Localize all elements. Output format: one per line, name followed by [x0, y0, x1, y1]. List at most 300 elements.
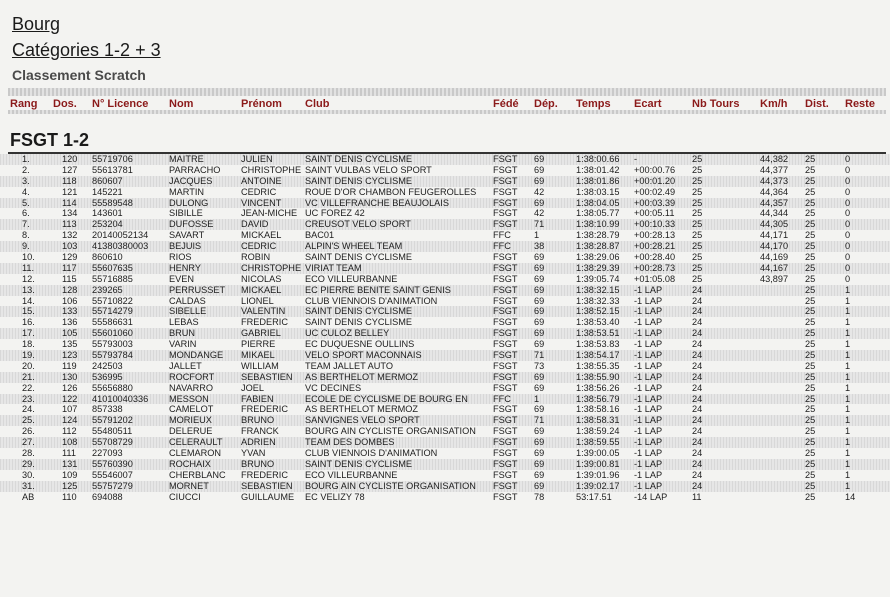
- cell-licence: 143601: [92, 208, 123, 219]
- cell-reste: 14: [845, 491, 856, 502]
- cell-dep: 78: [534, 491, 545, 502]
- cell-dep: 69: [534, 480, 545, 491]
- cell-club: SAINT DENIS CYCLISME: [305, 317, 413, 328]
- cell-club: TEAM DES DOMBES: [305, 437, 395, 448]
- cell-temps: 1:39:00.05: [576, 448, 620, 459]
- table-row: [0, 230, 890, 241]
- table-row: [0, 448, 890, 459]
- cell-tours: 24: [692, 480, 703, 491]
- cell-licence: 55791202: [92, 415, 133, 426]
- cell-nom: PERRUSSET: [169, 284, 226, 295]
- cell-licence: 239265: [92, 284, 123, 295]
- cell-rang: 15.: [22, 306, 35, 317]
- cell-dist: 25: [805, 241, 816, 252]
- cell-nom: CAMELOT: [169, 404, 214, 415]
- cell-fede: FSGT: [493, 339, 518, 350]
- cell-tours: 24: [692, 458, 703, 469]
- cell-nom: ROCFORT: [169, 371, 215, 382]
- cell-dist: 25: [805, 273, 816, 284]
- table-row: [0, 198, 890, 209]
- cell-prenom: BRUNO: [241, 415, 275, 426]
- cell-prenom: PIERRE: [241, 339, 276, 350]
- cell-nom: ROCHAIX: [169, 458, 211, 469]
- cell-club: ECOLE DE CYCLISME DE BOURG EN: [305, 393, 468, 404]
- cell-dep: 69: [534, 437, 545, 448]
- cell-fede: FSGT: [493, 437, 518, 448]
- cell-ecart: -1 LAP: [634, 295, 663, 306]
- cell-club: ROUE D'OR CHAMBON FEUGEROLLES: [305, 186, 477, 197]
- table-row: [0, 274, 890, 285]
- cell-rang: 14.: [22, 295, 35, 306]
- cell-ecart: +00:28.40: [634, 252, 676, 263]
- cell-dos: 130: [62, 371, 78, 382]
- cell-dist: 25: [805, 208, 816, 219]
- cell-tours: 24: [692, 284, 703, 295]
- cell-reste: 0: [845, 197, 851, 208]
- cell-nom: CLEMARON: [169, 448, 222, 459]
- cell-nom: NAVARRO: [169, 382, 214, 393]
- cell-prenom: JEAN-MICHE: [241, 208, 298, 219]
- cell-prenom: VALENTIN: [241, 306, 286, 317]
- cell-ecart: +00:10.33: [634, 219, 676, 230]
- cell-dos: 115: [62, 273, 77, 284]
- col-prenom: Prénom: [241, 98, 282, 110]
- cell-reste: 0: [845, 241, 851, 252]
- cell-reste: 1: [845, 317, 851, 328]
- cell-licence: 55480511: [92, 426, 133, 437]
- cell-kmh: 44,364: [760, 186, 789, 197]
- cell-licence: 694088: [92, 491, 123, 502]
- cell-dep: 69: [534, 469, 545, 480]
- cell-temps: 1:39:05.74: [576, 273, 620, 284]
- cell-dist: 25: [805, 360, 816, 371]
- cell-licence: 227093: [92, 448, 123, 459]
- cell-tours: 24: [692, 306, 703, 317]
- cell-licence: 860610: [92, 252, 123, 263]
- cell-licence: 55793784: [92, 350, 133, 361]
- cell-dep: 69: [534, 252, 545, 263]
- table-row: [0, 470, 890, 481]
- cell-kmh: 44,305: [760, 219, 789, 230]
- cell-temps: 1:38:58.16: [576, 404, 620, 415]
- cell-dos: 109: [62, 469, 78, 480]
- cell-tours: 25: [692, 230, 703, 241]
- cell-dos: 105: [62, 328, 78, 339]
- cell-kmh: 44,357: [760, 197, 789, 208]
- cell-fede: FSGT: [493, 415, 518, 426]
- cell-fede: FSGT: [493, 306, 518, 317]
- cell-club: TEAM JALLET AUTO: [305, 360, 393, 371]
- col-fede: Fédé: [493, 98, 519, 110]
- cell-dist: 25: [805, 154, 816, 164]
- col-tours: Nb Tours: [692, 98, 740, 110]
- cell-tours: 24: [692, 437, 703, 448]
- cell-fede: FSGT: [493, 317, 518, 328]
- table-row: [0, 328, 890, 339]
- cell-reste: 0: [845, 230, 851, 241]
- cell-licence: 55607635: [92, 262, 133, 273]
- cell-prenom: CEDRIC: [241, 186, 277, 197]
- cell-nom: JACQUES: [169, 175, 213, 186]
- cell-prenom: JOEL: [241, 382, 264, 393]
- cell-fede: FFC: [493, 230, 511, 241]
- cell-tours: 24: [692, 339, 703, 350]
- cell-fede: FFC: [493, 241, 511, 252]
- cell-dos: 126: [62, 382, 78, 393]
- cell-ecart: +00:02.49: [634, 186, 676, 197]
- cell-temps: 1:38:58.31: [576, 415, 620, 426]
- cell-reste: 1: [845, 426, 851, 437]
- cell-licence: 242503: [92, 360, 123, 371]
- cell-club: ECO VILLEURBANNE: [305, 273, 398, 284]
- cell-tours: 24: [692, 426, 703, 437]
- cell-dist: 25: [805, 230, 816, 241]
- cell-reste: 0: [845, 262, 851, 273]
- table-row: [0, 306, 890, 317]
- cell-rang: 19.: [22, 350, 35, 361]
- cell-licence: 55708729: [92, 437, 133, 448]
- cell-temps: 1:38:01.42: [576, 164, 620, 175]
- cell-dos: 121: [62, 186, 78, 197]
- cell-rang: 9.: [22, 241, 30, 252]
- cell-prenom: FRANCK: [241, 426, 279, 437]
- cell-club: VC VILLEFRANCHE BEAUJOLAIS: [305, 197, 449, 208]
- cell-ecart: +00:28.73: [634, 262, 676, 273]
- cell-dist: 25: [805, 404, 816, 415]
- cell-ecart: +00:05.11: [634, 208, 675, 219]
- cell-rang: 28.: [22, 448, 35, 459]
- cell-prenom: CHRISTOPHE: [241, 262, 302, 273]
- cell-reste: 1: [845, 350, 851, 361]
- cell-dist: 25: [805, 252, 816, 263]
- cell-temps: 1:38:05.77: [576, 208, 620, 219]
- cell-fede: FSGT: [493, 328, 518, 339]
- cell-reste: 1: [845, 382, 851, 393]
- cell-rang: 13.: [22, 284, 35, 295]
- cell-licence: 55716885: [92, 273, 133, 284]
- cell-prenom: NICOLAS: [241, 273, 282, 284]
- cell-dos: 122: [62, 393, 78, 404]
- cell-licence: 41010040336: [92, 393, 149, 404]
- cell-dep: 69: [534, 382, 545, 393]
- cell-ecart: -1 LAP: [634, 328, 663, 339]
- cell-ecart: +00:00.76: [634, 164, 676, 175]
- cell-temps: 1:38:55.90: [576, 371, 620, 382]
- cell-temps: 1:39:01.96: [576, 469, 620, 480]
- cell-ecart: -1 LAP: [634, 437, 663, 448]
- cell-club: EC PIERRE BENITE SAINT GENIS: [305, 284, 451, 295]
- cell-licence: 55601060: [92, 328, 133, 339]
- cell-ecart: -1 LAP: [634, 480, 663, 491]
- cell-fede: FSGT: [493, 404, 518, 415]
- cell-ecart: -1 LAP: [634, 426, 663, 437]
- table-row: [0, 252, 890, 263]
- cell-nom: MAITRE: [169, 154, 204, 164]
- cell-prenom: MICKAEL: [241, 284, 282, 295]
- cell-rang: AB: [22, 491, 35, 502]
- col-temps: Temps: [576, 98, 611, 110]
- cell-dep: 69: [534, 273, 545, 284]
- cell-temps: 1:38:59.24: [576, 426, 620, 437]
- cell-fede: FSGT: [493, 295, 518, 306]
- cell-ecart: -1 LAP: [634, 317, 663, 328]
- cell-reste: 1: [845, 469, 851, 480]
- cell-tours: 11: [692, 491, 702, 502]
- table-row: [0, 383, 890, 394]
- cell-fede: FSGT: [493, 175, 518, 186]
- table-row: [0, 154, 890, 165]
- cell-reste: 1: [845, 437, 851, 448]
- cell-nom: MORIEUX: [169, 415, 212, 426]
- cell-kmh: 44,382: [760, 154, 789, 164]
- col-nom: Nom: [169, 98, 194, 110]
- cell-dos: 107: [62, 404, 78, 415]
- cell-dep: 71: [534, 415, 545, 426]
- cell-tours: 24: [692, 360, 703, 371]
- cell-club: CLUB VIENNOIS D'ANIMATION: [305, 448, 438, 459]
- cell-dist: 25: [805, 491, 816, 502]
- cell-licence: 857338: [92, 404, 123, 415]
- cell-ecart: -1 LAP: [634, 458, 663, 469]
- cell-ecart: -1 LAP: [634, 404, 663, 415]
- cell-dist: 25: [805, 448, 816, 459]
- cell-fede: FSGT: [493, 262, 518, 273]
- cell-dep: 73: [534, 360, 545, 371]
- cell-reste: 1: [845, 480, 851, 491]
- cell-rang: 1.: [22, 154, 30, 164]
- cell-dist: 25: [805, 480, 816, 491]
- cell-dist: 25: [805, 164, 816, 175]
- cell-ecart: -1 LAP: [634, 382, 663, 393]
- cell-club: VIRIAT TEAM: [305, 262, 362, 273]
- cell-club: ALPIN'S WHEEL TEAM: [305, 241, 403, 252]
- col-dist: Dist.: [805, 98, 829, 110]
- cell-rang: 2.: [22, 164, 30, 175]
- cell-dos: 114: [62, 197, 77, 208]
- cell-dos: 111: [62, 448, 76, 459]
- cell-reste: 0: [845, 273, 851, 284]
- cell-prenom: BRUNO: [241, 458, 275, 469]
- cell-prenom: LIONEL: [241, 295, 274, 306]
- cell-dep: 69: [534, 404, 545, 415]
- cell-tours: 24: [692, 448, 703, 459]
- cell-dist: 25: [805, 371, 816, 382]
- cell-club: BOURG AIN CYCLISTE ORGANISATION: [305, 480, 476, 491]
- cell-dos: 133: [62, 306, 78, 317]
- cell-reste: 0: [845, 252, 851, 263]
- cell-temps: 1:38:29.39: [576, 262, 620, 273]
- cell-dist: 25: [805, 284, 816, 295]
- cell-tours: 24: [692, 317, 703, 328]
- cell-rang: 26.: [22, 426, 35, 437]
- cell-tours: 25: [692, 252, 703, 263]
- cell-dos: 103: [62, 241, 78, 252]
- cell-dep: 69: [534, 306, 545, 317]
- cell-dos: 132: [62, 230, 78, 241]
- cell-dep: 38: [534, 241, 545, 252]
- cell-dist: 25: [805, 415, 816, 426]
- cell-ecart: -1 LAP: [634, 284, 663, 295]
- cell-tours: 25: [692, 241, 703, 252]
- cell-fede: FSGT: [493, 350, 518, 361]
- cell-dist: 25: [805, 306, 816, 317]
- cell-temps: 1:38:59.55: [576, 437, 620, 448]
- cell-dep: 71: [534, 350, 545, 361]
- cell-temps: 1:38:52.15: [576, 306, 620, 317]
- cell-club: CREUSOT VELO SPORT: [305, 219, 411, 230]
- cell-temps: 1:38:29.06: [576, 252, 620, 263]
- cell-fede: FSGT: [493, 491, 518, 502]
- cell-dep: 71: [534, 219, 545, 230]
- cell-kmh: 44,169: [760, 252, 789, 263]
- cell-club: AS BERTHELOT MERMOZ: [305, 404, 418, 415]
- cell-dos: 125: [62, 480, 78, 491]
- cell-dist: 25: [805, 186, 816, 197]
- cell-dos: 135: [62, 339, 78, 350]
- cell-dos: 106: [62, 295, 78, 306]
- cell-licence: 536995: [92, 371, 123, 382]
- cell-nom: DULONG: [169, 197, 209, 208]
- cell-fede: FSGT: [493, 284, 518, 295]
- cell-ecart: -1 LAP: [634, 469, 663, 480]
- cell-licence: 55719706: [92, 154, 133, 164]
- cell-dos: 117: [62, 262, 77, 273]
- table-row: [0, 176, 890, 187]
- table-row: [0, 361, 890, 372]
- cell-licence: 41380380003: [92, 241, 149, 252]
- cell-dep: 69: [534, 458, 545, 469]
- cell-reste: 0: [845, 164, 851, 175]
- cell-nom: CIUCCI: [169, 491, 201, 502]
- cell-fede: FSGT: [493, 219, 518, 230]
- cell-reste: 0: [845, 219, 851, 230]
- cell-rang: 30.: [22, 469, 35, 480]
- cell-licence: 55710822: [92, 295, 133, 306]
- cell-club: VC DECINES: [305, 382, 362, 393]
- cell-prenom: GABRIEL: [241, 328, 281, 339]
- col-kmh: Km/h: [760, 98, 788, 110]
- cell-reste: 1: [845, 360, 851, 371]
- cell-nom: SAVART: [169, 230, 205, 241]
- cell-kmh: 44,377: [760, 164, 789, 175]
- cell-dist: 25: [805, 458, 816, 469]
- cell-dep: 69: [534, 262, 545, 273]
- cell-club: SAINT VULBAS VELO SPORT: [305, 164, 432, 175]
- col-licence: N° Licence: [92, 98, 149, 110]
- cell-dep: 69: [534, 175, 545, 186]
- cell-fede: FSGT: [493, 164, 518, 175]
- cell-nom: JALLET: [169, 360, 202, 371]
- table-row: [0, 426, 890, 437]
- cell-temps: 1:38:32.33: [576, 295, 620, 306]
- cell-nom: LEBAS: [169, 317, 199, 328]
- cell-ecart: +00:28.21: [634, 241, 676, 252]
- table-row: [0, 241, 890, 252]
- cell-tours: 24: [692, 328, 703, 339]
- cell-rang: 21.: [22, 371, 35, 382]
- cell-dep: 69: [534, 371, 545, 382]
- cell-fede: FSGT: [493, 273, 518, 284]
- header-band-top: [8, 88, 886, 96]
- cell-dos: 110: [62, 491, 77, 502]
- cell-club: SAINT DENIS CYCLISME: [305, 252, 413, 263]
- table-row: [0, 372, 890, 383]
- cell-kmh: 43,897: [760, 273, 789, 284]
- cell-temps: 1:38:53.40: [576, 317, 620, 328]
- cell-tours: 24: [692, 404, 703, 415]
- cell-dos: 128: [62, 284, 78, 295]
- cell-tours: 25: [692, 186, 703, 197]
- cell-nom: MORNET: [169, 480, 209, 491]
- cell-ecart: +00:03.39: [634, 197, 676, 208]
- cell-dos: 134: [62, 208, 78, 219]
- cell-reste: 0: [845, 154, 851, 164]
- cell-reste: 1: [845, 339, 851, 350]
- cell-tours: 24: [692, 415, 703, 426]
- cell-licence: 55757279: [92, 480, 133, 491]
- header-band-bottom: [8, 110, 886, 114]
- cell-prenom: WILLIAM: [241, 360, 279, 371]
- table-row: [0, 437, 890, 448]
- cell-ecart: -: [634, 154, 638, 164]
- cell-fede: FSGT: [493, 186, 518, 197]
- col-ecart: Ecart: [634, 98, 662, 110]
- table-row: [0, 481, 890, 492]
- col-club: Club: [305, 98, 330, 110]
- cell-temps: 1:38:53.51: [576, 328, 620, 339]
- cell-reste: 1: [845, 328, 851, 339]
- cell-rang: 16.: [22, 317, 35, 328]
- cell-club: SAINT DENIS CYCLISME: [305, 175, 413, 186]
- cell-kmh: 44,171: [760, 230, 789, 241]
- cell-ecart: -1 LAP: [634, 393, 663, 404]
- cell-reste: 1: [845, 393, 851, 404]
- cell-temps: 1:38:28.87: [576, 241, 620, 252]
- cell-ecart: -1 LAP: [634, 415, 663, 426]
- cell-ecart: +00:28.13: [634, 230, 676, 241]
- cell-fede: FSGT: [493, 154, 518, 164]
- cell-licence: 55656880: [92, 382, 133, 393]
- cell-rang: 11.: [22, 262, 35, 273]
- cell-dep: 42: [534, 208, 545, 219]
- cell-dos: 124: [62, 415, 78, 426]
- cell-rang: 20.: [22, 360, 35, 371]
- cell-tours: 25: [692, 154, 703, 164]
- cell-nom: SIBILLE: [169, 208, 203, 219]
- cell-rang: 25.: [22, 415, 35, 426]
- cell-dep: 69: [534, 295, 545, 306]
- cell-prenom: CEDRIC: [241, 241, 277, 252]
- cell-dist: 25: [805, 350, 816, 361]
- cell-dos: 123: [62, 350, 78, 361]
- col-reste: Reste: [845, 98, 875, 110]
- cell-dos: 118: [62, 175, 77, 186]
- cell-club: BOURG AIN CYCLISTE ORGANISATION: [305, 426, 476, 437]
- cell-nom: SIBELLE: [169, 306, 207, 317]
- cell-fede: FSGT: [493, 458, 518, 469]
- cell-licence: 55714279: [92, 306, 133, 317]
- cell-rang: 5.: [22, 197, 30, 208]
- cell-prenom: FREDERIC: [241, 469, 288, 480]
- cell-nom: MESSON: [169, 393, 209, 404]
- cell-club: UC CULOZ BELLEY: [305, 328, 390, 339]
- cell-licence: 55586631: [92, 317, 133, 328]
- cell-licence: 860607: [92, 175, 123, 186]
- cell-ecart: -1 LAP: [634, 306, 663, 317]
- cell-nom: CELERAULT: [169, 437, 223, 448]
- cell-rang: 17.: [22, 328, 35, 339]
- cell-dist: 25: [805, 295, 816, 306]
